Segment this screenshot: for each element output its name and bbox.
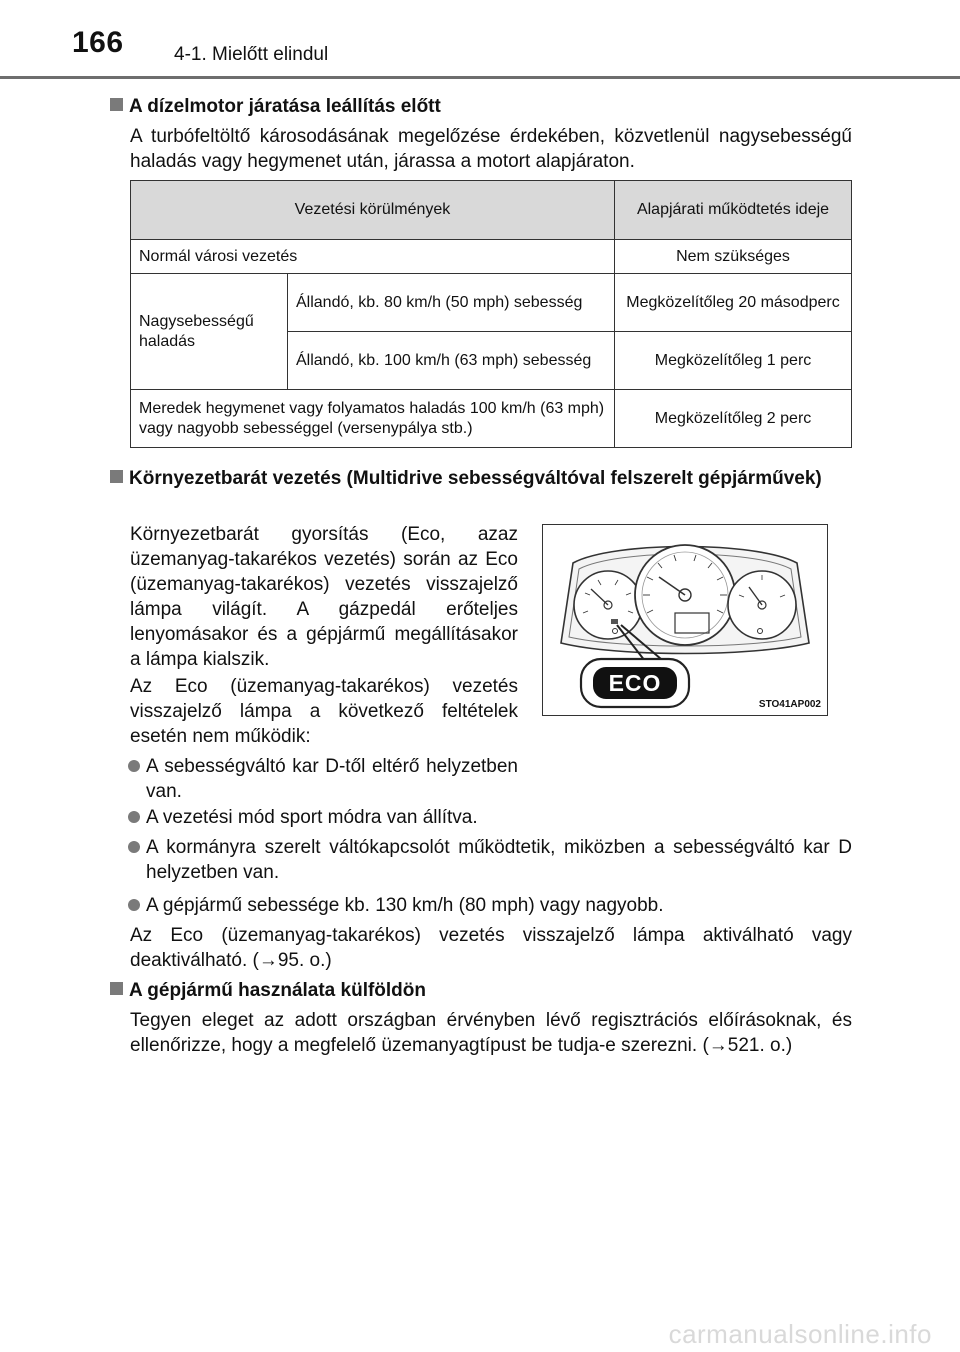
table-cell: Nem szükséges [615,240,852,274]
idle-time-table [130,180,852,448]
table-cell: Megközelítőleg 20 másodperc [615,274,852,332]
table-row [131,240,852,274]
round-bullet-icon [128,899,140,911]
header-divider [0,76,960,79]
figure-code: STO41AP002 [758,699,821,710]
eco-indicator-label: ECO [608,670,662,696]
round-bullet-icon [128,811,140,823]
eco-paragraph-3: Az Eco (üzemanyag-takarékos) vezetés visszajelző lámpa aktiválható vagy deaktiválható. (→95. o.) [130,925,852,971]
eco-paragraph-2: Az Eco (üzemanyag-takarékos) vezetés visszajelző lámpa a következő feltételek esetén nem működik: [130,676,518,747]
chapter-title: 4-1. Mielőtt elindul [174,44,329,65]
list-item: A gépjármű sebessége kb. 130 km/h (80 mph) vagy nagyobb. [128,893,852,918]
eco-paragraph-1: Környezetbarát gyorsítás (Eco, azaz üzemanyag-takarékos vezetés) során az Eco (üzemanyag-takarékos) vezetés visszajelző lámpa világít. A gázpedál erőteljes lenyomásakor és a gépjármű megállításakor a lámpa kialszik. [130,524,518,670]
section-diesel-heading [110,94,860,119]
table-cell: Állandó, kb. 80 km/h (50 mph) sebesség [288,274,615,332]
list-item: A vezetési mód sport módra van állítva. [128,805,548,830]
square-bullet-icon [110,470,123,483]
table-group-label: Nagysebességű haladás [131,274,288,390]
section-abroad-heading [110,978,860,1003]
list-item: A kormányra szerelt váltókapcsolót működtetik, miközben a sebességváltó kar D helyzetben van. [128,835,852,885]
table-cell: Megközelítőleg 2 perc [615,390,852,448]
square-bullet-icon [110,982,123,995]
table-cell: Állandó, kb. 100 km/h (63 mph) sebesség [288,332,615,390]
page-header [0,0,960,80]
section-abroad-title: A gépjármű használata külföldön [129,980,427,1001]
instrument-cluster-figure [542,524,828,716]
table-cell: Normál városi vezetés [131,240,615,274]
table-row [131,390,852,448]
section-eco-title: Környezetbarát vezetés (Multidrive sebességváltóval felszerelt gépjárművek) [129,468,822,489]
list-item: A sebességváltó kar D-től eltérő helyzetben van. [128,754,518,804]
round-bullet-icon [128,841,140,853]
table-cell: Megközelítőleg 1 perc [615,332,852,390]
table-row [131,274,852,332]
table-header-cell: Alapjárati működtetés ideje [615,181,852,240]
section-diesel-body: A turbófeltöltő károsodásának megelőzése érdekében, közvetlenül nagysebességű haladás vagy hegymenet után, járassa a motort alapjáraton. [130,126,852,172]
section-diesel-title: A dízelmotor járatása leállítás előtt [129,96,441,117]
section-eco-heading [110,466,852,491]
table-header-cell: Vezetési körülmények [131,181,615,240]
watermark: carmanualsonline.info [668,1319,932,1349]
section-abroad-body: Tegyen eleget az adott országban érvényben lévő regisztrációs előírásoknak, és ellenőrizze, hogy a megfelelő üzemanyagtípust be tudja-e szerezni. (→521. o.) [130,1010,852,1056]
square-bullet-icon [110,98,123,111]
table-cell: Meredek hegymenet vagy folyamatos haladás 100 km/h (63 mph) vagy nagyobb sebességgel (versenypálya stb.) [131,390,615,448]
table-header-row [131,181,852,240]
round-bullet-icon [128,760,140,772]
page-number: 166 [72,26,124,59]
instrument-cluster-illustration [543,525,827,715]
